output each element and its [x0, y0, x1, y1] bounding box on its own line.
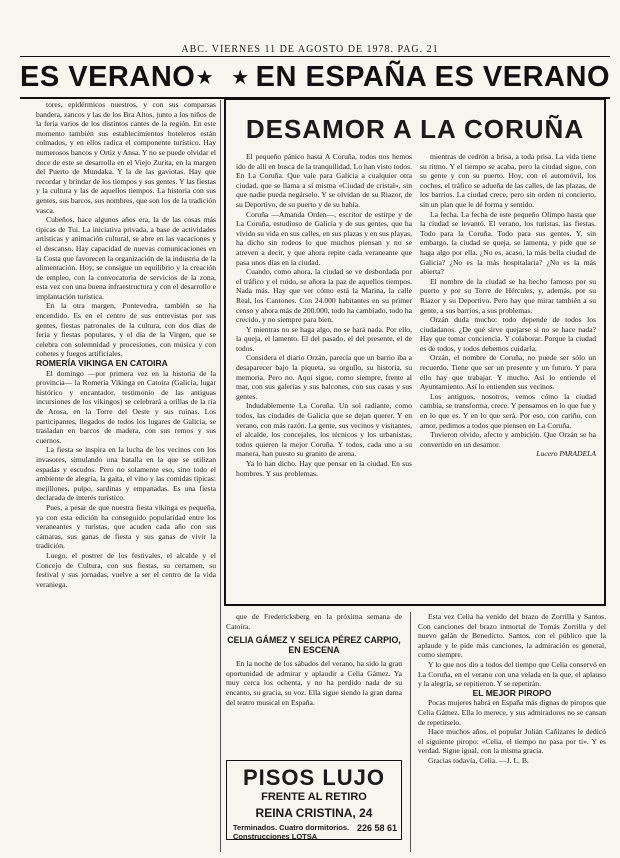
- feature-paragraph: Considera el diario Orzán, parecía que un barrio iba a desaparecer bajo la piqueta, su orgullo, su historia, su memoria. Pero no. Aquí sigue, como siempre, frente al mar, con sus galerías y sus balcones, con sus casas y sus gentes.: [236, 353, 412, 401]
- feature-paragraph: Orzán, el nombre de Coruña, no puede ser sólo un recuerdo. Tiene que ser un presente y un futuro. Y para ello hay que trabajar. Y mucho. Así lo entiende el Ayuntamiento. Así lo entienden sus vecinos.: [420, 353, 596, 392]
- feature-paragraph: El pequeño pánico hasta A Coruña, todos nos hemos ido de allí en busca de la tranquilidad. Lo han visto todos. En La Coruña. Que vale para Galicia a cualquier otra ciudad, que se llama a sí misma «Ciudad de cristal», sin que nadie pueda negárselo. Y se olvidan de su Riazor, de su Deportivo, de su puerto y de su bahía.: [236, 152, 412, 209]
- middle-headline: CELIA GÁMEZ Y SELICA PÉREZ CARPIO, EN ESCENA: [227, 635, 401, 656]
- column-divider: [410, 612, 411, 852]
- column-divider: [220, 100, 221, 852]
- feature-paragraph: Los antiguos, nosotros, vemos cómo la ciudad cambia, se transforma, crece. Y pensamos en lo que fue y en lo que es. Y en lo que será. Por eso, con cariño, con amor, pedimos a todos que piensen en La Coruña.: [420, 391, 596, 430]
- ad-address: REINA CRISTINA, 24: [255, 806, 373, 820]
- left-paragraph: tores, epidérmicos nuestros, y con sus comparsas bandera, zancos y las de los Bra Altos, junto a los niños de la feria varios de los distintos cantes de la región. En este momento también sus establecimientos hoteleros están colmados, y en ellos radica el componente turístico. Hay numerosos bancos y Ortiz y Ansa. Y no se puede olvidar el doce de este se desarrolla en el Viejo Zurita, en la margen del Puerto de Mundaka. Y la de las gaviotas. Hay que recordar y brindar de los tiempos y sus gentes. Y las fiestas y la cultura y las de aquellos tiempos. La historia con sus gentes, sus barcos, sus nombres, que son los de la tradición vasca.: [36, 100, 216, 215]
- ad-details: [233, 823, 397, 841]
- left-column: [36, 100, 216, 852]
- section-banner: [20, 58, 610, 96]
- feature-signature: Lucero PARADELA: [536, 449, 596, 459]
- left-section-paragraph: Pues, a pesar de que nuestra fiesta vikinga es pequeña, ya con esta edición ha conseguido popularidad entre los veraneantes y turistas, que acuden cada año con sus cámaras, sus ganas de fiesta y sus ganas de vivir la tradición.: [36, 502, 216, 551]
- ad-phone: 226 58 61: [356, 823, 397, 833]
- right-section-title: EL MEJOR PIROPO: [472, 687, 552, 698]
- feature-column-2: [420, 152, 596, 598]
- right-section-paragraph: Hace muchos años, el popular Julián Cañizares le dedicó el siguiente piropo: «Celia, el tiempo no pasa por ti». Y es verdad. Sigue igual, con la misma gracia.: [418, 727, 606, 756]
- feature-paragraph: Coruña —Amanda Orden—, escritor de estirpe y de La Coruña, estudioso de Galicia y de sus gentes, que ha vivido su vida en sus calles, en sus plazas y en sus playas, ha dicho sin rodeos lo que muchos piensan y no se atreven a decir, y que ahora repite cada veraneante que pasa unos días en la ciudad.: [236, 209, 412, 267]
- feature-column-1: [236, 152, 412, 598]
- left-paragraph: En la otra margen, Pontevedra, también se ha encendido. Es en el centro de sus entrevistas por sus gentes, fiestas patronales de la cultura, con dos días de feria y fiestas populares, y el día de la Virgen, que se celebra con solemnidad y procesiones, con música y con cohetes y fuegos artificiales.: [36, 301, 216, 359]
- right-paragraph: Y lo que nos dio a todos del tiempo que Celia conservó en La Coruña, en el verano con una velada en la que, el aplauso y la alegría, se repitieron. Y se repetirán.: [418, 659, 606, 689]
- right-paragraph: Esta vez Celia ha venido del brazo de Zorrilla y Santos. Con canciones del brazo inmortal de Tomás Zorrilla y del nuevo galán de Benedicto. Santos, con el público que la aplaude y le pide más canciones, la admiración es general, como siempre.: [418, 612, 606, 660]
- left-paragraph: Cubeños, hace algunos años era, la de las cosas más típicas de Tui. La iniciativa privada, a base de actividades artísticas y animación cultural, se abre en las vacaciones y el descanso. Hay capacidad de nuevas comunicaciones en la Costa que favorecen la organización de la industria de la alimentación. Hoy, se consigue un equilibrio y la creación de empleo, con la convocatoria de servicios de la zona, esta vez con una buena infraestructura y con el desarrollo e implantación turística.: [36, 215, 216, 301]
- banner-right-title: EN ESPAÑA ES VERANO: [255, 60, 610, 93]
- ad-location: FRENTE AL RETIRO: [261, 791, 367, 803]
- ad-details-text: Terminados. Cuatro dormitorios. Construcciones LOTSA: [233, 823, 350, 841]
- left-section-paragraph: Luego, el postrer de los festivales, el alcalde y el Concejo de Cultura, con sus fiestas, su certamen, su festival y sus jornadas, vuelve a ser el centro de la vida veraniega.: [36, 550, 216, 589]
- feature-paragraph: El nombre de la ciudad se ha hecho famoso por su puerto y por su Torre de Hércules, y, además, por su Riazor y su Deportivo. Pero hay que mirar también a su gente, a sus barrios, a sus problemas.: [420, 276, 596, 315]
- right-bottom-column: [418, 612, 606, 852]
- feature-paragraph: Y mientras no se haga algo, no se hará nada. Por ello, la queja, el lamento. El del pasado, el del presente, el de todos.: [236, 324, 412, 353]
- left-section-title: ROMERÍA VIKINGA EN CATOIRA: [36, 358, 168, 369]
- middle-lead: que de Fredericksberg en la próxima semana de Catoira.: [226, 612, 402, 631]
- feature-paragraph: La fecha. La fecha de este pequeño Olimpo hasta que la ciudad se levantó. El verano, los turistas, las fiestas. Todo para la Coruña. Todo para sus gentes. Y, sin embargo, la ciudad se queja, se lamenta, y pide que se haga algo por ella. ¿No es, acaso, la más bella ciudad de Galicia? ¿No es la más hospitalaria? ¿No es la más abierta?: [420, 209, 596, 277]
- feature-paragraph: Tuvieron olvido, afecto y ambición. Que Orzán se ha convertido en un desamor.: [420, 430, 596, 449]
- right-section-paragraph: Pocas mujeres habrá en España más dignas de piropos que Celia Gámez. Ella lo merece, y sus admiradores no se cansan de repetírselo.: [418, 698, 606, 727]
- feature-title: DESAMOR A LA CORUÑA: [245, 114, 585, 144]
- pisos-lujo-ad: [226, 760, 402, 840]
- ad-brand: PISOS LUJO: [242, 765, 386, 790]
- middle-bottom-column: [226, 612, 402, 756]
- banner-left-title: ES VERANO: [20, 60, 196, 93]
- right-section-paragraph: Gracias todavía, Celia. —J. L. B.: [428, 755, 529, 765]
- feature-paragraph: Ya lo han dicho. Hay que pensar en la ciudad. En sus hombres. Y sus problemas.: [236, 459, 412, 478]
- feature-paragraph: Orzán duda mucho: todo depende de todos los ciudadanos. ¿De qué sirve quejarse si no se hace nada? Hay que tomar conciencia. Y colaborar. Porque la ciudad es de todos, y todos debemos cuidarla.: [420, 315, 596, 353]
- header-rule: [20, 56, 610, 57]
- left-section-paragraph: El domingo —por primera vez en la historia de la provincia— la Romería Vikinga en Catoira (Galicia, lugar histórico y encantador, testimonio de las antiguas incursiones de los vikingos) se celebrará a orillas de la ría de Arosa, en la Torre del Oeste y sus ruinas. Los participantes, llegados de todos los lugares de Galicia, se trasladan en barcos de madera, con sus remos y sus cuernos.: [36, 368, 216, 445]
- feature-paragraph: Cuando, como ahora, la ciudad se ve desbordada por el tráfico y el ruido, se añora la paz de aquellos tiempos. Nada más. Hay que ver cómo está la Marina, la calle Real, los Cantones. Con 24.000 habitantes en su primer censo y ahora más de 200.000, todo ha cambiado, todo ha crecido, y no siempre para bien.: [236, 267, 412, 325]
- page-header: ABC. VIERNES 11 DE AGOSTO DE 1978. PAG. 21: [181, 44, 439, 55]
- left-section-paragraph: La fiesta se inspira en la lucha de los vecinos con los invasores, simulando una batalla en la que se utilizan espadas y escudos. Pero no solamente eso, sino todo el ambiente de alegría, la gaita, el vino y las comidas típicas: mejillones, pulpo, sardinas y empanadas. Es una fiesta declarada de interés turístico.: [36, 445, 216, 503]
- banner-stars: ★ ★: [195, 66, 256, 89]
- middle-paragraph: En la noche de los sábados del verano, ha sido la gran oportunidad de admirar y aplaudir a Celia Gámez. Ya muy cerca los ochenta, y no ha perdido nada de su encanto, su gracia, su voz. Ella sigue siendo la gran dama del teatro musical en España.: [226, 659, 402, 707]
- feature-paragraph: mientras de cedrón a brisa, a toda prisa. La vida tiene su ritmo. Y el tiempo se acaba, pero la ciudad sigue, con su gente y con su puerto. Hoy, con el automóvil, los coches, el tráfico se adueña de las calles, de las plazas, de los barrios. La ciudad crece, pero sin orden ni concierto, sin un plan que le dé forma y sentido.: [420, 152, 596, 209]
- feature-box: [224, 98, 606, 606]
- feature-paragraph: Indudablemente La Coruña. Un sol radiante, como todos, las ciudades de Galicia que se dejan querer. Y en verano, con más razón. La gente, sus vecinos y visitantes, el alcalde, los concejales, los técnicos y los urbanistas, todos quieren la mejor Coruña. Y todos, cada uno a su manera, han puesto su granito de arena.: [236, 401, 412, 459]
